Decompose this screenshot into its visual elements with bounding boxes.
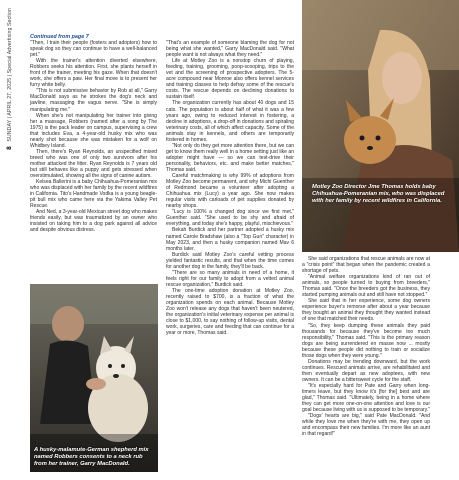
paragraph: "That's an example of someone blaming the dog for not being what she wanted," Garry MacDonald said. "What people want is not always what they need.": [166, 40, 294, 59]
page-side-strip: [6, 8, 16, 472]
paragraph: She said that in her experience, some dog owners experience buyer's remorse after about a year because they bought an animal they thought they wanted instead of one that matched their needs.: [302, 298, 430, 323]
paragraph: "Not only do they get more attention there, but we can get to know them really well in a home setting just like an adopter might have — so we can test-drive their personality, behaviors, etc. and make better matches," Thomas said.: [166, 142, 294, 173]
paragraph: "So, they keep dumping these animals they paid thousands for because they've become too much responsibility," Thomas said. "This is the primary reason dogs are being surrendered en masse now ... mostly because these people did nothing to train or socialize those dogs when they were young.": [302, 322, 430, 359]
article-column-3: [302, 256, 430, 437]
paragraph: Life at Motley Zoo is a nonstop churn of playing, feeding, training, grooming, poop-scooping, trips to the vet and the screening of prospective adopters. The 5-acre compound near Monroe also offers kennel services and training classes to help defray some of the rescue's costs. The rescue depends on declining donations to sustain itself.: [166, 58, 294, 101]
paragraph: "It's especially hard for Pate and Garry when long-timers leave, but they know it's [for the] best and are glad," Thomas said. "Ultimately, being in a home where they can get more one-on-one attention and love is our goal because living with us is supposed to be temporary.": [302, 382, 430, 414]
paragraph: And Ned, a 3-year-old Mexican street dog who makes friends easily, but was traumatized by an owner who insisted on taking him to a dog park against all advice and despite obvious distress.: [30, 209, 157, 234]
article-column-1: [30, 40, 157, 234]
paragraph: With the trainer's attention diverted elsewhere, Robbers seeks his attention. First, she plants herself in front of the trainer, meeting his gaze. When that doesn't work, she offers a paw. Her final move is to present her furry white belly.: [30, 58, 157, 89]
paragraph: "Animal welfare organizations kind of ran out of animals, so people turned to buying from breeders," Thomas said. "Once the breeders got the business, they started pumping animals out and still have not stopped.": [302, 274, 430, 299]
paragraph: The one-time adoption donation at Motley Zoo, recently raised to $700, is a fraction of what the organization spends on each animal. Because Motley Zoo won't release any dogs that haven't been neutered, the organization's initial veterinary expense per animal is close to $1,000, to say nothing of follow-up visits, dental work, surgeries, care and feeding that can continue for a year or more, Thomas said.: [166, 287, 294, 337]
paragraph: Kelsea Ballerini is a baby Chihuahua-Pomeranian mix who was displaced with her family by the recent wildfires in California. Tito's Handmade Vodka is a young beagle-pit bull mix who came here via the Yakima Valley Pet Rescue.: [30, 179, 157, 210]
side-strip-text: [6, 8, 16, 468]
paragraph: "There are so many animals in need of a home, it feels right for our family to adopt from a vetted animal rescue organization," Burdick said.: [166, 269, 294, 288]
paragraph: When she's not manipulating her trainer into giving her a massage, Robbers (named after a song by The 1975) is the pack leader on campus, supervising a crew that includes Eva, a 4-year-old husky mix who was nearly shot because she was mistaken for a wolf on Whidbey Island.: [30, 112, 157, 149]
issue-info: SUNDAY | APRIL 27, 2025 | Special Advertising Section: [7, 8, 13, 142]
paragraph: "This is not submissive behavior by Rob at all," Garry MacDonald says as he strokes the dog's neck and jawline, massaging the vagus nerve. "She is simply manipulating me.": [30, 88, 157, 113]
photo-caption: Motley Zoo Director Jme Thomas holds baby Chihuahua-Pomeranian mix, who was displaced with her family by recent wildfires in California.: [312, 184, 445, 204]
paragraph: Burdick said Motley Zoo's careful vetting process yielded fantastic results, and that when the time comes for another dog in the family, they'll be back.: [166, 251, 294, 270]
article-column-2: [166, 40, 294, 336]
paragraph: Careful matchmaking is why 99% of adoptions from Motley Zoo become permanent, and why Michi Guenther of Redmond became a volunteer after adopting a Chihuahua mix (Lucy) a year ago. She now makes regular visits with carloads of pet supplies donated by nearby shops.: [166, 173, 294, 210]
paragraph: She said organizations that rescue animals are now at a "crisis point" that began when the pandemic created a shortage of pets.: [302, 256, 430, 275]
photo-director-image: [302, 0, 459, 252]
paragraph: "Then, I train their people (fosters and adopters) how to speak dog so they can continue to have a well-balanced pet.": [30, 40, 157, 59]
paragraph: Bekah Burdick and her partner adopted a husky mix named Carole Bradshaw (also a "Top Gun" character) in May 2023, and then a husky companion named Mav 6 months later.: [166, 227, 294, 252]
photo-caption: A husky-malamute-German shepherd mix named Robbers consents to a neck rub from her trainer, Garry MacDonald.: [34, 447, 149, 467]
paragraph: Then, there's Ryan Reynolds, an unspecified mixed breed who was one of only two survivors after his mother attacked the litter. Ryan Reynolds is 7 years old but still behaves like a puppy and gets stressed when overstimulated, showing all the signs of canine autism.: [30, 148, 157, 180]
page-number: 8: [6, 146, 13, 150]
paragraph: Donations may be trending downward, but the work continues. Rescued animals arrive, are rehabilitated and then eventually depart as new adoptees, with new owners. It can be a bittersweet cycle for the staff.: [302, 358, 430, 383]
continued-label: Continued from page 7: [30, 34, 89, 40]
photo-dog-neck-rub: [30, 284, 158, 472]
paragraph: The organization currently has about 40 dogs and 15 cats. The population is about half of what it was a few years ago, owing to reduced interest in fostering, a decline in adoptions, a drop-off in donations and spiraling veterinary costs, all of which affect capacity. Some of the animals stay in kennels, and others are temporarily fostered in homes.: [166, 100, 294, 143]
paragraph: "Lucy is 100% a changed dog since we first met," Guenther said. "She used to be shy and afraid of everything, and today she's happy, playful, mischievous.": [166, 209, 294, 228]
photo-dog-neck-rub-image: [30, 284, 158, 472]
paragraph: "Dogs' hearts are big," said Pate MacDonald. "And while they love me when they're with me, they open up and encompass their new families. I'm more like an aunt in that regard!": [302, 413, 430, 438]
photo-director-with-dog: [302, 0, 459, 252]
